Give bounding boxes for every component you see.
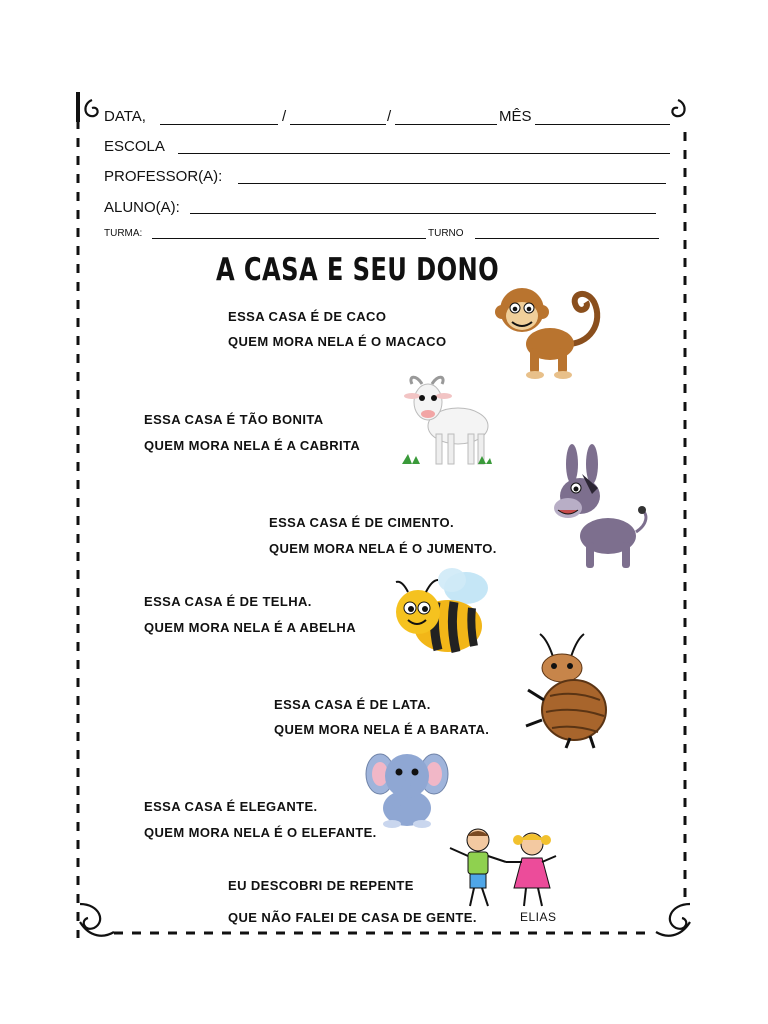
stanza-line: ESSA CASA É DE CIMENTO.	[269, 515, 454, 530]
month-blank[interactable]	[535, 124, 670, 125]
worksheet-title: A CASA E SEU DONO	[216, 252, 500, 288]
class-blank[interactable]	[152, 238, 426, 239]
student-blank[interactable]	[190, 213, 656, 214]
shift-blank[interactable]	[475, 238, 659, 239]
monkey-icon	[494, 282, 606, 382]
author-signature: ELIAS	[520, 910, 557, 924]
stanza-line: ESSA CASA É DE TELHA.	[144, 594, 312, 609]
date-label: DATA,	[104, 108, 146, 125]
elephant-icon	[364, 744, 450, 828]
stanza-line: ESSA CASA É TÃO BONITA	[144, 412, 324, 427]
stanza-line: EU DESCOBRI DE REPENTE	[228, 878, 414, 893]
shift-label: TURNO	[428, 228, 464, 239]
corner-ornament-top-left	[85, 100, 97, 116]
date-month-blank[interactable]	[290, 124, 386, 125]
children-icon	[444, 826, 562, 912]
student-label: ALUNO(A):	[104, 199, 180, 216]
stanza-line: QUEM MORA NELA É O MACACO	[228, 334, 447, 349]
stanza-line: ESSA CASA É DE LATA.	[274, 697, 431, 712]
stanza-line: ESSA CASA É ELEGANTE.	[144, 799, 318, 814]
date-separator: /	[387, 108, 392, 125]
class-label: TURMA:	[104, 228, 143, 239]
teacher-label: PROFESSOR(A):	[104, 168, 223, 185]
goat-icon	[402, 372, 494, 470]
stanza-line: ESSA CASA É DE CACO	[228, 309, 387, 324]
stanza-line: QUEM MORA NELA É A CABRITA	[144, 438, 361, 453]
date-separator: /	[282, 108, 287, 125]
cockroach-icon	[524, 630, 616, 750]
date-day-blank[interactable]	[160, 124, 278, 125]
corner-ornament-top-right	[672, 100, 684, 116]
donkey-icon	[552, 444, 650, 570]
stanza-line: QUEM MORA NELA É A ABELHA	[144, 620, 356, 635]
stanza-line: QUE NÃO FALEI DE CASA DE GENTE.	[228, 910, 477, 925]
date-year-blank[interactable]	[395, 124, 497, 125]
bee-icon	[392, 566, 494, 658]
stanza-line: QUEM MORA NELA É O ELEFANTE.	[144, 825, 377, 840]
school-label: ESCOLA	[104, 138, 165, 155]
teacher-blank[interactable]	[238, 183, 666, 184]
corner-ornament-bottom-left	[80, 904, 114, 936]
corner-ornament-bottom-right	[656, 904, 690, 936]
school-blank[interactable]	[178, 153, 670, 154]
month-label: MÊS	[499, 108, 532, 125]
stanza-line: QUEM MORA NELA É O JUMENTO.	[269, 541, 497, 556]
stanza-line: QUEM MORA NELA É A BARATA.	[274, 722, 490, 737]
